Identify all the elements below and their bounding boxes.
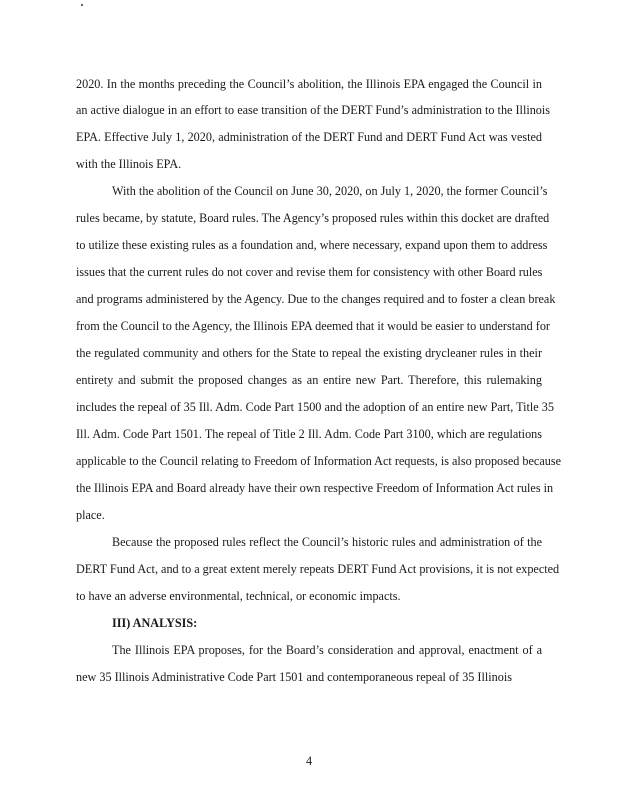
paragraph-3-line-3: to have an adverse environmental, technical, or economic impacts.: [76, 589, 401, 603]
paragraph-2-line-10: Ill. Adm. Code Part 1501. The repeal of Title 2 Ill. Adm. Code Part 3100, which are regulations: [76, 427, 542, 441]
final-paragraph-line-1: The Illinois EPA proposes, for the Board’s consideration and approval, enactment of a: [112, 643, 542, 657]
paragraph-2-line-7: the regulated community and others for the State to repeal the existing drycleaner rules in their: [76, 346, 542, 360]
paragraph-1-line-2: an active dialogue in an effort to ease transition of the DERT Fund’s administration to the Illinois: [76, 103, 551, 117]
paragraph-3-line-1: Because the proposed rules reflect the Council’s historic rules and administration of the: [112, 535, 542, 549]
paragraph-2-line-9: includes the repeal of 35 Ill. Adm. Code Part 1500 and the adoption of an entire new Part, Title 35: [76, 400, 554, 414]
paragraph-2-line-11: applicable to the Council relating to Freedom of Information Act requests, is also proposed because: [76, 454, 561, 468]
paragraph-2-line-2: rules became, by statute, Board rules. The Agency’s proposed rules within this docket are drafted: [76, 211, 550, 225]
paragraph-2-line-3: to utilize these existing rules as a foundation and, where necessary, expand upon them to address: [76, 238, 548, 252]
paragraph-3-line-2: DERT Fund Act, and to a great extent merely repeats DERT Fund Act provisions, it is not expected: [76, 562, 560, 576]
section-heading: III) ANALYSIS:: [112, 616, 198, 630]
paragraph-1-line-1: 2020. In the months preceding the Council’s abolition, the Illinois EPA engaged the Council in: [76, 77, 542, 91]
scan-speck: [81, 4, 83, 6]
paragraph-2-line-6: from the Council to the Agency, the Illinois EPA deemed that it would be easier to understand for: [76, 319, 550, 333]
final-paragraph-line-2: new 35 Illinois Administrative Code Part 1501 and contemporaneous repeal of 35 Illinois: [76, 670, 512, 684]
paragraph-2-line-13: place.: [76, 508, 105, 522]
paragraph-1-line-4: with the Illinois EPA.: [76, 157, 182, 171]
paragraph-2-line-5: and programs administered by the Agency. Due to the changes required and to foster a clean break: [76, 292, 556, 306]
page-number: 4: [305, 754, 313, 768]
paragraph-2-line-8: entirety and submit the proposed changes as an entire new Part. Therefore, this rulemaking: [76, 373, 542, 387]
paragraph-2-line-12: the Illinois EPA and Board already have their own respective Freedom of Information Act rules in: [76, 481, 554, 495]
paragraph-2-line-4: issues that the current rules do not cover and revise them for consistency with other Board rules: [76, 265, 543, 279]
paragraph-1-line-3: EPA. Effective July 1, 2020, administration of the DERT Fund and DERT Fund Act was vested: [76, 130, 542, 144]
paragraph-2-line-1: With the abolition of the Council on June 30, 2020, on July 1, 2020, the former Council’s: [112, 184, 548, 198]
